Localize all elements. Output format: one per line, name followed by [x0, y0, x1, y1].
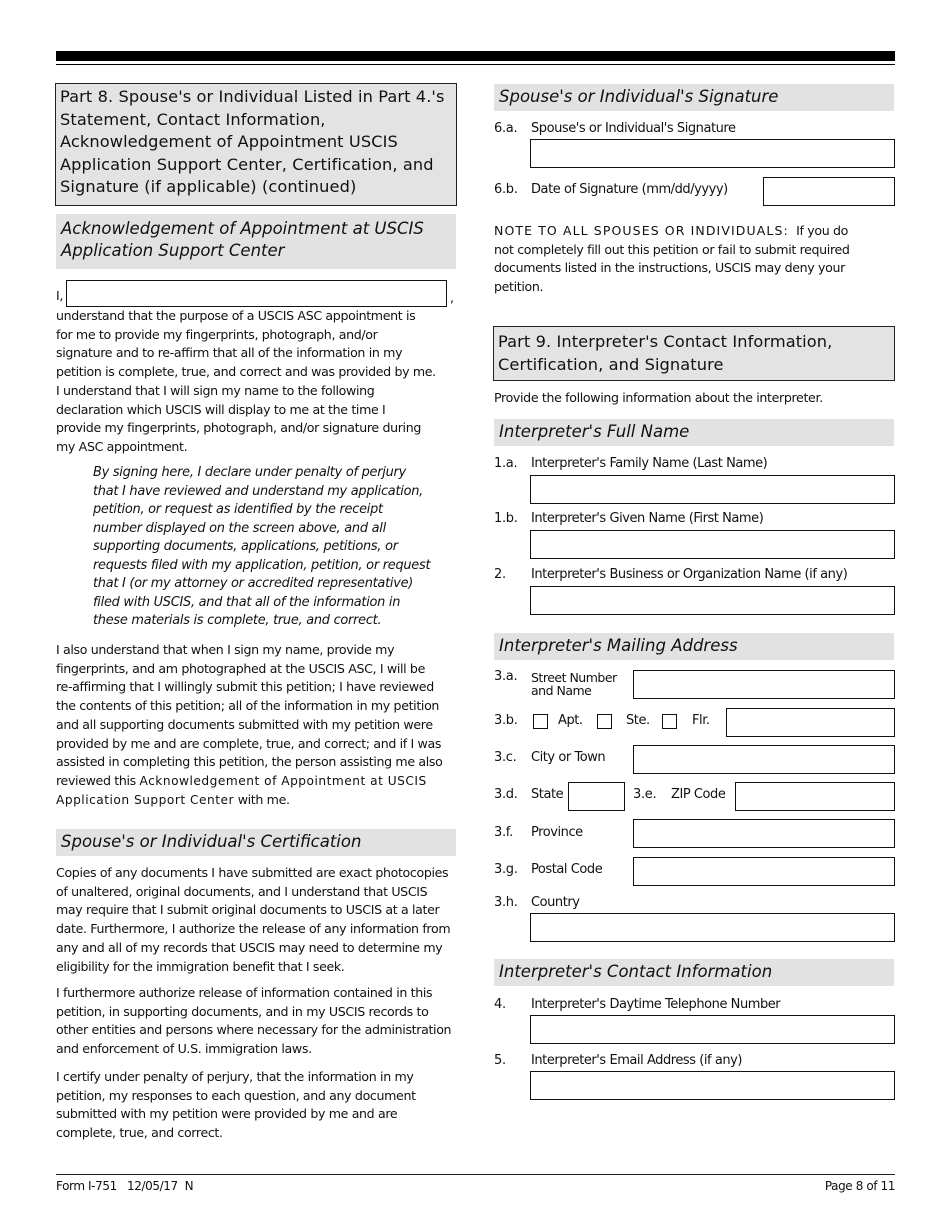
top-thick-rule — [56, 51, 895, 61]
label-line: and Name — [531, 683, 592, 698]
state-select[interactable] — [568, 782, 625, 811]
flr-label: Flr. — [692, 713, 710, 728]
text-line: not completely fill out this petition or fail to submit required — [494, 241, 850, 257]
date-of-signature-input[interactable] — [763, 177, 895, 206]
postal-code-label: Postal Code — [531, 862, 603, 877]
label-line: Street Number — [531, 670, 617, 685]
text-line: any and all of my records that USCIS may need to determine my — [56, 939, 443, 955]
certification-paragraph-3 — [56, 1068, 466, 1143]
note-caption: NOTE TO ALL SPOUSES OR INDIVIDUALS: — [494, 223, 789, 238]
ack-paragraph — [56, 307, 466, 457]
text-line: these materials is complete, true, and correct. — [93, 613, 382, 628]
text-line: declaration which USCIS will display to me at the time I — [56, 401, 386, 417]
state-label: State — [531, 787, 564, 802]
signature-heading: Spouse's or Individual's Signature — [494, 84, 894, 111]
item-number-3g: 3.g. — [494, 862, 518, 877]
province-input[interactable] — [633, 819, 895, 848]
ack-name-input[interactable] — [66, 280, 447, 307]
text-line: of unaltered, original documents, and I understand that USCIS — [56, 883, 428, 899]
text-fragment: Acknowledgement of Appointment at USCIS — [139, 773, 427, 788]
ste-label: Ste. — [626, 713, 650, 728]
text-line: that I (or my attorney or accredited representative) — [93, 576, 414, 591]
phone-input[interactable] — [530, 1015, 895, 1044]
flr-checkbox[interactable] — [662, 714, 677, 729]
text-line: number displayed on the screen above, and all — [93, 520, 386, 536]
text-line: documents listed in the instructions, USCIS may deny your — [494, 260, 845, 276]
part8-header-line: Part 8. Spouse's or Individual Listed in Part 4.'s — [60, 87, 445, 106]
text-line: re-affirming that I willingly submit this petition; I have reviewed — [56, 679, 434, 695]
text-line: complete, true, and correct. — [56, 1125, 223, 1141]
text-fragment: reviewed this — [56, 772, 140, 788]
text-line — [56, 772, 466, 791]
form-identifier: Form I-751 12/05/17 N — [56, 1179, 194, 1193]
text-line: I certify under penalty of perjury, that the information in my — [56, 1069, 414, 1084]
text-line: my ASC appointment. — [56, 438, 188, 454]
text-line: other entities and persons where necessary for the administration — [56, 1022, 452, 1038]
text-line: petition, in supporting documents, and in my USCIS records to — [56, 1003, 429, 1019]
zip-label: ZIP Code — [671, 787, 726, 802]
ack-heading-line: Acknowledgement of Appointment at USCIS — [61, 219, 424, 238]
zip-input[interactable] — [735, 782, 895, 811]
city-input[interactable] — [633, 745, 895, 774]
phone-label: Interpreter's Daytime Telephone Number — [531, 997, 781, 1012]
item-number-1a: 1.a. — [494, 456, 518, 471]
item-number-3h: 3.h. — [494, 895, 518, 910]
footer-rule — [56, 1174, 895, 1175]
spouse-signature-input[interactable] — [530, 139, 895, 168]
signature-label: Spouse's or Individual's Signature — [531, 121, 736, 136]
full-name-heading: Interpreter's Full Name — [494, 419, 894, 446]
street-input[interactable] — [633, 670, 895, 699]
text-line — [56, 791, 466, 810]
item-number-3f: 3.f. — [494, 825, 513, 840]
country-label: Country — [531, 895, 580, 910]
item-number-3b: 3.b. — [494, 713, 518, 728]
item-number-1b: 1.b. — [494, 511, 518, 526]
text-line: I understand that I will sign my name to the following — [56, 382, 375, 398]
item-number-3e: 3.e. — [633, 787, 657, 802]
text-line: petition is complete, true, and correct and was provided by me. — [56, 364, 436, 380]
page-number: Page 8 of 11 — [824, 1179, 895, 1193]
text-line: eligibility for the immigration benefit that I seek. — [56, 958, 345, 974]
province-label: Province — [531, 825, 583, 840]
part9-intro: Provide the following information about the interpreter. — [494, 390, 823, 405]
text-line: supporting documents, applications, petitions, or — [93, 539, 398, 554]
part8-header-line: Acknowledgement of Appointment USCIS — [60, 132, 398, 151]
part9-header-line: Certification, and Signature — [498, 354, 724, 374]
top-thin-rule — [56, 64, 895, 65]
part8-header — [55, 83, 457, 206]
text-line: that I have reviewed and understand my application, — [93, 483, 423, 499]
text-line: I furthermore authorize release of information contained in this — [56, 985, 433, 1000]
text-line: By signing here, I declare under penalty of perjury — [93, 465, 406, 480]
text-line: provide my fingerprints, photograph, and/or signature during — [56, 420, 421, 436]
email-input[interactable] — [530, 1071, 895, 1100]
also-understand-paragraph — [56, 641, 466, 809]
item-number-6b: 6.b. — [494, 182, 518, 197]
street-label — [531, 671, 617, 697]
ack-appointment-heading — [56, 214, 456, 269]
part8-header-line: Application Support Center, Certification, and — [60, 154, 434, 174]
text-line: petition. — [494, 279, 544, 295]
item-number-2: 2. — [494, 567, 506, 582]
text-line: submitted with my petition were provided by me and are — [56, 1106, 398, 1122]
text-line: and all supporting documents submitted with my petition were — [56, 716, 433, 732]
part9-header-line: Part 9. Interpreter's Contact Information, — [498, 332, 833, 351]
item-number-5: 5. — [494, 1053, 506, 1068]
perjury-declaration — [93, 464, 463, 631]
text-line: for me to provide my fingerprints, photograph, and/or — [56, 326, 378, 342]
contact-info-heading: Interpreter's Contact Information — [494, 959, 894, 986]
part9-header — [493, 326, 895, 381]
text-line: assisted in completing this petition, the person assisting me also — [56, 754, 443, 770]
text-line: may require that I submit original documents to USCIS at a later — [56, 902, 440, 918]
date-of-signature-label: Date of Signature (mm/dd/yyyy) — [531, 182, 728, 197]
apt-label: Apt. — [558, 713, 583, 728]
mailing-address-heading: Interpreter's Mailing Address — [494, 633, 894, 660]
family-name-label: Interpreter's Family Name (Last Name) — [531, 456, 768, 471]
item-number-6a: 6.a. — [494, 121, 518, 136]
text-line: petition, or request as identified by the receipt — [93, 502, 383, 517]
postal-code-input[interactable] — [633, 857, 895, 886]
text-line — [494, 222, 899, 241]
text-fragment: If you do — [788, 223, 848, 238]
text-line: signature and to re-affirm that all of the information in my — [56, 345, 403, 361]
text-line: and enforcement of U.S. immigration laws. — [56, 1041, 312, 1057]
ack-suffix: , — [450, 290, 454, 305]
text-line: date. Furthermore, I authorize the release of any information from — [56, 921, 451, 937]
business-name-input[interactable] — [530, 586, 895, 615]
family-name-input[interactable] — [530, 475, 895, 504]
item-number-4: 4. — [494, 997, 506, 1012]
part8-header-line: Statement, Contact Information, — [60, 109, 326, 129]
country-input[interactable] — [530, 913, 895, 942]
text-line: Copies of any documents I have submitted are exact photocopies — [56, 865, 449, 880]
item-number-3d: 3.d. — [494, 787, 518, 802]
ack-prefix: I, — [56, 288, 64, 303]
given-name-input[interactable] — [530, 530, 895, 559]
text-line: provided by me and are complete, true, and correct; and if I was — [56, 735, 442, 751]
certification-heading: Spouse's or Individual's Certification — [56, 829, 456, 856]
text-line: I also understand that when I sign my name, provide my — [56, 642, 395, 657]
business-name-label: Interpreter's Business or Organization Name (if any) — [531, 567, 848, 582]
ack-heading-line: Application Support Center — [61, 240, 285, 260]
email-label: Interpreter's Email Address (if any) — [531, 1053, 743, 1068]
certification-paragraph-1 — [56, 864, 466, 976]
text-line: understand that the purpose of a USCIS ASC appointment is — [56, 308, 416, 323]
item-number-3c: 3.c. — [494, 750, 517, 765]
apt-checkbox[interactable] — [533, 714, 548, 729]
text-line: the contents of this petition; all of the information in my petition — [56, 698, 440, 714]
text-line: filed with USCIS, and that all of the information in — [93, 594, 401, 610]
text-fragment: Application Support Center — [56, 792, 235, 807]
item-number-3a: 3.a. — [494, 669, 518, 684]
text-line: fingerprints, and am photographed at the USCIS ASC, I will be — [56, 660, 425, 676]
text-line: petition, my responses to each question, and any document — [56, 1087, 416, 1103]
certification-paragraph-2 — [56, 984, 466, 1059]
given-name-label: Interpreter's Given Name (First Name) — [531, 511, 764, 526]
ste-checkbox[interactable] — [597, 714, 612, 729]
note-to-spouses — [494, 222, 899, 297]
part8-header-line: Signature (if applicable) (continued) — [60, 177, 357, 196]
text-fragment: with me. — [234, 791, 290, 807]
unit-number-input[interactable] — [726, 708, 895, 737]
text-line: requests filed with my application, petition, or request — [93, 557, 431, 573]
city-label: City or Town — [531, 750, 606, 765]
